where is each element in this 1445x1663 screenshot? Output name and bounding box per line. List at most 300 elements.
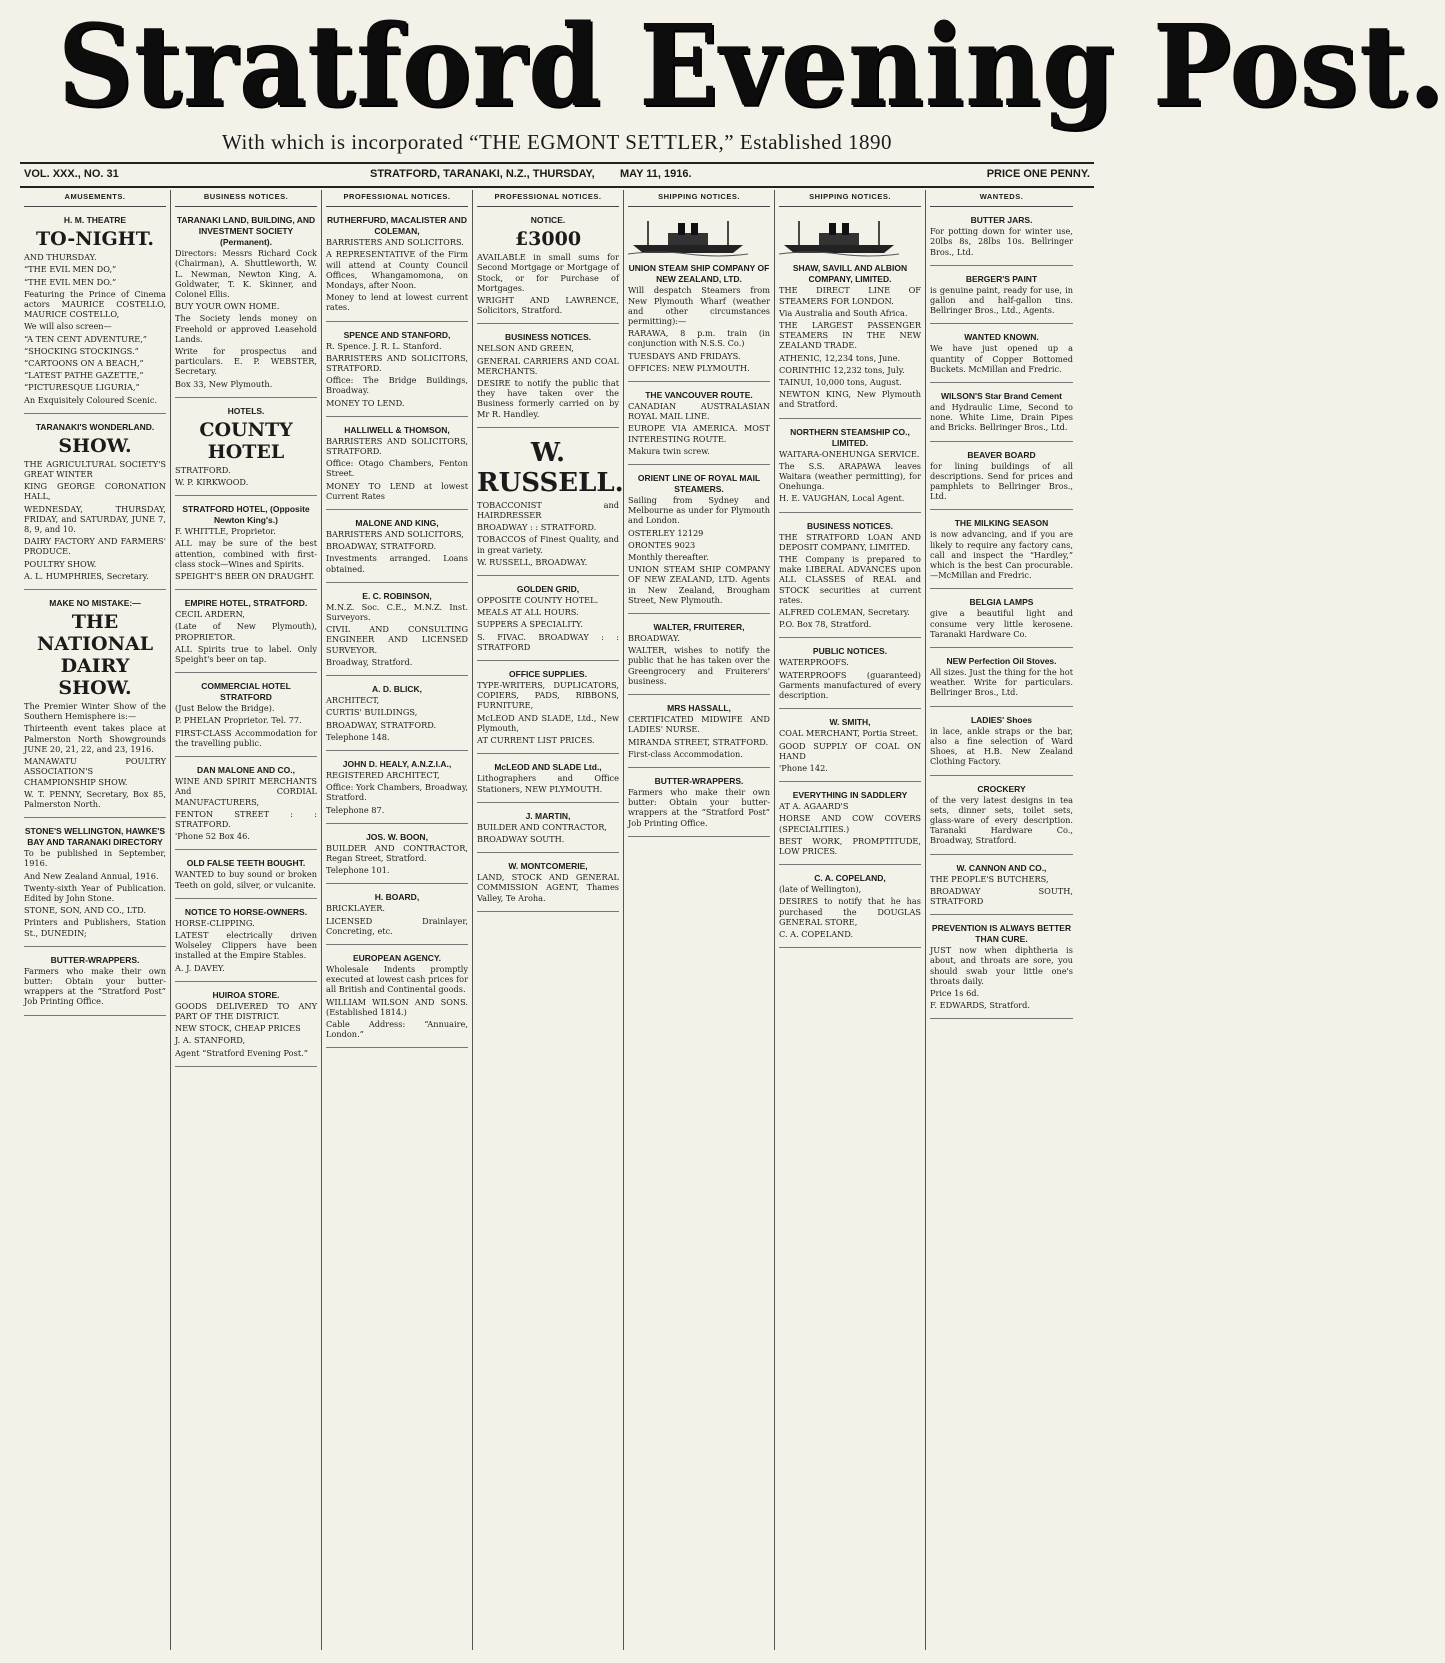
ad-line: Office: The Bridge Buildings, Broadway.: [326, 375, 468, 396]
ad-line: “CARTOONS ON A BEACH,”: [24, 358, 144, 369]
ad-line: BEST WORK, PROMPTITUDE, LOW PRICES.: [779, 835, 921, 856]
ad-line: 'Phone 52 Box 46.: [175, 831, 250, 842]
ad-line: RARAWA, 8 p.m. train (in conjunction with N.S.S. Co.): [628, 328, 770, 349]
ad-line: F. EDWARDS, Stratford.: [930, 1000, 1031, 1011]
ad-line: Telephone 87.: [326, 804, 385, 815]
ad-line: To be published in September, 1916.: [24, 848, 166, 869]
volume-number: VOL. XXX., NO. 31: [24, 168, 119, 180]
ad-line: P. PHELAN Proprietor. Tel. 77.: [175, 715, 302, 726]
ad-title: UNION STEAM SHIP COMPANY OF NEW ZEALAND, LTD.: [628, 263, 770, 285]
ad-line: (Late of New Plymouth), PROPRIETOR.: [175, 621, 317, 642]
masthead: [20, 1, 1445, 154]
advertisement: [930, 328, 1073, 383]
ad-line: MONEY TO LEND at lowest Current Rates: [326, 480, 468, 501]
ad-title: PREVENTION IS ALWAYS BETTER THAN CURE.: [931, 923, 1072, 945]
ad-line: GOODS DELIVERED TO ANY PART OF THE DISTRICT.: [175, 1000, 317, 1021]
column-6: [775, 190, 926, 1650]
ad-line: The Premier Winter Show of the Southern Hemisphere is:—: [24, 701, 166, 722]
advertisement: [24, 418, 166, 590]
advertisement: [930, 780, 1073, 855]
column-heading: WANTEDS.: [930, 190, 1073, 207]
ad-line: Printers and Publishers, Station St., DUNEDIN;: [24, 917, 166, 938]
advertisement: [175, 402, 317, 496]
ad-line: An Exquisitely Coloured Scenic.: [24, 394, 158, 405]
ad-title: NEW Perfection Oil Stoves.: [946, 656, 1057, 667]
ad-line: TYPE-WRITERS, DUPLICATORS, COPIERS, PADS, RIBBONS, FURNITURE,: [477, 680, 619, 711]
ad-display-text: SHOW.: [58, 434, 132, 457]
ad-line: BROADWAY, STRATFORD.: [326, 719, 437, 730]
ad-title: BELGIA LAMPS: [969, 597, 1034, 608]
ad-title: CROCKERY: [977, 783, 1026, 794]
advertisement: [326, 888, 468, 945]
advertisement: [628, 772, 770, 837]
ad-line: HORSE AND COW COVERS (SPECIALITIES.): [779, 813, 921, 834]
ad-line: and Hydraulic Lime, Second to none. White Lime, Drain Pipes and Bricks. Bellringer Bros., Ltd.: [930, 402, 1073, 433]
ad-line: NELSON AND GREEN,: [477, 343, 574, 354]
advertisement: [628, 386, 770, 465]
ad-line: Thirteenth event takes place at Palmerston North Showgrounds JUNE 20, 21, 22, and 23, 1916.: [24, 723, 166, 754]
ad-line: Sailing from Sydney and Melbourne as under for Plymouth and London.: [628, 495, 770, 526]
ad-line: Farmers who make their own butter: Obtain your butter-wrappers at the “Stratford Post” Job Printing Office.: [24, 965, 166, 1007]
ad-title: BUSINESS NOTICES.: [807, 520, 893, 531]
ad-line: TUESDAYS AND FRIDAYS.: [628, 350, 741, 361]
ad-line: McLEOD AND SLADE, Ltd., New Plymouth,: [477, 712, 619, 733]
ad-line: Farmers who make their own butter: Obtain your butter-wrappers at the “Stratford Post” Job Printing Office.: [628, 786, 770, 828]
ad-line: ALL may be sure of the best attention, combined with first-class stock—Wines and Spirits.: [175, 538, 317, 569]
ad-line: S. FIVAC. BROADWAY : : STRATFORD: [477, 631, 619, 652]
ad-line: H. E. VAUGHAN, Local Agent.: [779, 493, 905, 504]
ad-title: A. D. BLICK,: [371, 684, 423, 695]
ad-line: REGISTERED ARCHITECT,: [326, 769, 440, 780]
ad-line: “THE EVIL MEN DO,”: [24, 264, 117, 275]
ad-line: (late of Wellington),: [779, 884, 862, 895]
advertisement: [930, 593, 1073, 648]
ad-title: COMMERCIAL HOTEL STRATFORD: [201, 681, 291, 703]
ad-line: Agent “Stratford Evening Post.”: [175, 1047, 308, 1058]
ad-line: TOBACCOS of Finest Quality, and in great variety.: [477, 534, 619, 555]
ad-title: W. CANNON AND CO.,: [956, 862, 1047, 873]
advertisement: [477, 580, 619, 661]
advertisement: [24, 822, 166, 947]
ad-line: OSTERLEY 12129: [628, 527, 704, 538]
ad-title: BEAVER BOARD: [967, 449, 1036, 460]
ad-line: A. J. DAVEY.: [175, 962, 225, 973]
ad-title: DAN MALONE AND CO.,: [197, 765, 295, 776]
ad-line: AT CURRENT LIST PRICES.: [477, 735, 595, 746]
ad-line: GOOD SUPPLY OF COAL ON HAND: [779, 740, 921, 761]
ad-title: SPENCE AND STANFORD,: [343, 329, 451, 340]
ad-line: Makura twin screw.: [628, 445, 710, 456]
ad-line: AND THURSDAY.: [24, 252, 97, 263]
advertisement: [779, 642, 921, 709]
advertisement: [326, 211, 468, 321]
ad-line: THE PEOPLE'S BUTCHERS,: [930, 873, 1049, 884]
ad-line: J. A. STANFORD,: [175, 1035, 246, 1046]
ad-line: A REPRESENTATIVE of the Firm will attend at County Council Offices, Whangamomona, on Mondays, after Noon.: [326, 249, 468, 291]
ad-title: EMPIRE HOTEL, STRATFORD.: [184, 598, 308, 609]
ad-title: PUBLIC NOTICES.: [812, 646, 888, 657]
ad-line: C. A. COPELAND.: [779, 928, 854, 939]
ad-line: A. L. HUMPHRIES, Secretary.: [24, 570, 149, 581]
ad-line: KING GEORGE CORONATION HALL,: [24, 481, 166, 502]
ad-line: Office: Otago Chambers, Fenton Street.: [326, 458, 468, 479]
ad-title: TARANAKI'S WONDERLAND.: [35, 421, 155, 432]
ad-line: Money to lend at lowest current rates.: [326, 292, 468, 313]
ad-line: “PICTURESQUE LIGURIA,”: [24, 382, 140, 393]
advertisement: [326, 421, 468, 510]
advertisement: [477, 432, 624, 576]
advertisement: [930, 652, 1073, 707]
ad-line: LAND, STOCK AND GENERAL COMMISSION AGENT, Thames Valley, Te Aroha.: [477, 872, 619, 903]
advertisement: [175, 903, 317, 982]
ad-line: JUST now when diphtheria is about, and throats are sore, you should swab your little one's throats daily.: [930, 945, 1073, 986]
ad-line: BRICKLAYER.: [326, 903, 385, 914]
column-heading: SHIPPING NOTICES.: [779, 190, 921, 207]
advertisement: [930, 387, 1073, 442]
advertisement: [175, 211, 317, 398]
ad-title: THE MILKING SEASON: [954, 518, 1049, 529]
ad-line: Office: York Chambers, Broadway, Stratford.: [326, 782, 468, 803]
ad-line: The S.S. ARAPAWA leaves Waitara (weather permitting), for Onehunga.: [779, 460, 921, 492]
ad-title: THE VANCOUVER ROUTE.: [645, 390, 753, 401]
advertisement: [930, 211, 1073, 266]
advertisement: [779, 423, 921, 513]
ad-title: BUSINESS NOTICES.: [505, 332, 591, 343]
ad-line: OPPOSITE COUNTY HOTEL.: [477, 595, 599, 606]
advertisement: [24, 211, 166, 414]
advertisement: [24, 951, 166, 1016]
ad-line: WILLIAM WILSON AND SONS. (Established 1814.): [326, 996, 468, 1017]
ad-line: BUILDER AND CONTRACTOR,: [477, 821, 608, 832]
ad-line: of the very latest designs in tea sets, dinner sets, toilet sets, glass-ware of every description. Taranaki Hardware Co., Broadway, Stratford.: [930, 794, 1073, 846]
column-4: [473, 190, 624, 1650]
ad-title: JOHN D. HEALY, A.N.Z.I.A.,: [342, 758, 452, 769]
ad-line: Via Australia and South Africa.: [779, 307, 908, 318]
ad-title: TARANAKI LAND, BUILDING, AND INVESTMENT SOCIETY (Permanent).: [176, 215, 316, 248]
advertisement: [779, 517, 921, 639]
ad-title: BUTTER-WRAPPERS.: [50, 954, 140, 965]
ad-title: STRATFORD HOTEL, (Opposite Newton King's.): [182, 504, 310, 526]
ad-title: NOTICE.: [530, 215, 566, 226]
ad-line: “SHOCKING STOCKINGS.”: [24, 345, 139, 356]
ad-line: BROADWAY SOUTH, STRATFORD: [930, 885, 1073, 906]
ad-line: WANTED to buy sound or broken Teeth on gold, silver, or vulcanite.: [175, 869, 317, 890]
ad-line: FIRST-CLASS Accommodation for the travelling public.: [175, 727, 317, 748]
ad-line: The Society lends money on Freehold or approved Leasehold Lands.: [175, 313, 317, 344]
ad-line: TAINUI, 10,000 tons, August.: [779, 377, 902, 388]
ad-line: in lace, ankle straps or the bar, also a fine selection of Ward Shoes, at H.B. New Zealand Clothing Factory.: [930, 725, 1073, 767]
ad-line: R. Spence. J. R. L. Stanford.: [326, 340, 442, 351]
ad-line: STONE, SON, AND CO., LTD.: [24, 905, 146, 916]
ad-line: AVAILABLE in small sums for Second Mortgage or Mortgage of Stock, or for Purchase of Mortgages.: [477, 252, 619, 293]
ad-line: BROADWAY, STRATFORD.: [326, 541, 437, 552]
advertisement: [175, 594, 317, 673]
ad-line: W. T. PENNY, Secretary, Box 85, Palmerston North.: [24, 788, 166, 809]
ad-line: THE LARGEST PASSENGER STEAMERS IN THE NEW ZEALAND TRADE.: [779, 320, 921, 351]
ad-line: SUPPERS A SPECIALITY.: [477, 619, 583, 630]
advertisement: [477, 857, 619, 912]
column-3: [322, 190, 473, 1650]
ad-title: J. MARTIN,: [525, 810, 571, 821]
place-date: STRATFORD, TARANAKI, N.Z., THURSDAY,: [370, 168, 595, 180]
ad-line: Directors: Messrs Richard Cock (Chairman), A. Shuttleworth, W. L. Newman, Newton King, A. Goldwater, T. K. Skinner, and Colonel Ellis.: [175, 248, 317, 300]
ad-line: DAIRY FACTORY AND FARMERS' PRODUCE.: [24, 536, 166, 557]
advertisement: [477, 328, 619, 427]
advertisement: [175, 854, 317, 898]
ad-title: WILSON'S Star Brand Cement: [940, 391, 1063, 402]
ad-display-title: W. RUSSELL.: [477, 437, 624, 498]
advertisement: [628, 699, 770, 768]
ad-line: BUY YOUR OWN HOME.: [175, 301, 280, 312]
ad-line: P.O. Box 78, Stratford.: [779, 619, 872, 630]
ad-line: THE AGRICULTURAL SOCIETY'S GREAT WINTER: [24, 458, 166, 480]
ad-title: LADIES' Shoes: [970, 714, 1033, 725]
ad-line: BROADWAY.: [628, 633, 680, 644]
ad-line: WALTER, wishes to notify the public that he has taken over the Greengrocery and Fruiterers' business.: [628, 645, 770, 686]
ad-title: MRS HASSALL,: [667, 703, 731, 714]
column-1: [20, 190, 171, 1650]
ad-line: Featuring the Prince of Cinema actors MAURICE COSTELLO, MAURICE COSTELLO,: [24, 288, 166, 320]
ad-line: First-class Accommodation.: [628, 748, 743, 759]
ad-line: WEDNESDAY, THURSDAY, FRIDAY, and SATURDAY, JUNE 7, 8, 9, and 10.: [24, 503, 166, 535]
advertisement: [326, 587, 468, 676]
advertisement: [930, 514, 1073, 589]
ad-title: WANTED KNOWN.: [964, 332, 1039, 343]
ad-line: CANADIAN AUSTRALASIAN ROYAL MAIL LINE.: [628, 401, 770, 422]
advertisement: [930, 446, 1073, 511]
ad-line: is now advancing, and if you are likely to require any factory cans, call and inspect the “Hardley,” which is the best Can procurable.—McMillan and Fredric.: [930, 529, 1073, 581]
ad-title: MALONE AND KING,: [355, 518, 439, 529]
ad-line: FENTON STREET : : STRATFORD.: [175, 808, 317, 829]
ad-line: STRATFORD.: [175, 464, 231, 475]
ad-title: W. SMITH,: [829, 717, 871, 728]
ad-line: Wholesale Indents promptly executed at lowest cash prices for all British and Continental goods.: [326, 963, 468, 995]
ad-line: BROADWAY : : STRATFORD.: [477, 522, 597, 533]
ad-line: NEW STOCK, CHEAP PRICES: [175, 1023, 301, 1034]
ad-line: POULTRY SHOW.: [24, 558, 97, 569]
ad-line: Investments arranged. Loans obtained.: [326, 553, 468, 574]
advertisement: [326, 828, 468, 885]
ad-title: HUIROA STORE.: [212, 989, 280, 1000]
advertisement: [326, 755, 468, 824]
ad-title: GOLDEN GRID,: [516, 584, 580, 595]
ad-display-text: TO-NIGHT.: [35, 228, 154, 251]
ad-title: ORIENT LINE OF ROYAL MAIL STEAMERS.: [637, 473, 761, 495]
ad-line: UNION STEAM SHIP COMPANY OF NEW ZEALAND, LTD. Agents in New Zealand, Brougham Street, New Plymouth.: [628, 564, 770, 605]
ad-title: E. C. ROBINSON,: [362, 590, 432, 601]
ad-title: NORTHERN STEAMSHIP CO., LIMITED.: [790, 426, 910, 448]
ad-line: MEALS AT ALL HOURS.: [477, 607, 579, 618]
ad-line: Write for prospectus and particulars. E. P. WEBSTER, Secretary.: [175, 346, 317, 377]
ad-line: Telephone 101.: [326, 865, 390, 876]
advertisement: [326, 514, 468, 583]
advertisement: [930, 270, 1073, 325]
ad-line: WINE AND SPIRIT MERCHANTS And CORDIAL MANUFACTURERS,: [175, 776, 317, 807]
column-7: [926, 190, 1077, 1650]
ad-line: CORINTHIC 12,232 tons, July.: [779, 364, 905, 375]
ad-line: “THE EVIL MEN DO.”: [24, 276, 117, 287]
ad-line: LICENSED Drainlayer, Concreting, etc.: [326, 915, 468, 936]
advertisement: [175, 677, 317, 757]
ad-line: W. P. KIRKWOOD.: [175, 477, 249, 488]
column-heading: BUSINESS NOTICES.: [175, 190, 317, 207]
ad-line: MONEY TO LEND.: [326, 397, 405, 408]
ad-title: EUROPEAN AGENCY.: [352, 952, 441, 963]
ad-line: We have just opened up a quantity of Copper Bottomed Buckets. McMillan and Fredric.: [930, 343, 1073, 374]
advertisement: [779, 211, 921, 418]
advertisement: [779, 869, 921, 948]
ad-line: “LATEST PATHE GAZETTE,”: [24, 370, 144, 381]
advertisement: [477, 665, 619, 754]
ad-title: BERGER'S PAINT: [965, 273, 1038, 284]
ad-line: CIVIL AND CONSULTING ENGINEER AND LICENSED SURVEYOR.: [326, 624, 468, 655]
ad-line: Will despatch Steamers from New Plymouth Wharf (weather and other circumstances permitting):—: [628, 285, 770, 327]
advertisement: [779, 713, 921, 782]
ad-line: ALFRED COLEMAN, Secretary.: [779, 607, 910, 618]
ad-title: McLEOD AND SLADE Ltd.,: [494, 762, 602, 773]
ad-title: H. M. THEATRE: [63, 215, 127, 226]
advertisement: [628, 469, 770, 614]
advertisement: [930, 919, 1073, 1019]
ad-line: THE Company is prepared to make LIBERAL ADVANCES upon ALL CLASSES of REAL and STOCK securities at current rates.: [779, 554, 921, 605]
advertisement: [477, 758, 619, 802]
ad-line: ARCHITECT,: [326, 695, 380, 706]
ad-line: WAITARA-ONEHUNGA SERVICE.: [779, 448, 920, 459]
ad-line: “A TEN CENT ADVENTURE,”: [24, 333, 147, 344]
ad-line: Telephone 148.: [326, 731, 390, 742]
advertisement: [175, 500, 317, 590]
ad-line: ATHENIC, 12,234 tons, June.: [779, 352, 901, 363]
advertisement: [779, 786, 921, 865]
ad-title: OLD FALSE TEETH BOUGHT.: [186, 858, 306, 869]
ad-line: SPEIGHT'S BEER ON DRAUGHT.: [175, 571, 315, 582]
advertisement: [628, 618, 770, 695]
advertisement: [930, 711, 1073, 776]
ad-line: THE STRATFORD LOAN AND DEPOSIT COMPANY, LIMITED.: [779, 531, 921, 552]
ad-line: We will also screen—: [24, 321, 112, 332]
ad-title: HOTELS.: [227, 405, 265, 416]
newspaper-title: Stratford Evening Post.: [57, 1, 1445, 132]
ad-line: All sizes. Just the thing for the hot weather. Write for particulars. Bellringer Bros., Ltd.: [930, 667, 1073, 698]
advertisement: [326, 949, 468, 1048]
steamship-illustration: [779, 217, 899, 257]
column-2: [171, 190, 322, 1650]
ad-title: W. MONTCOMERIE,: [508, 861, 588, 872]
ad-line: Monthly thereafter.: [628, 552, 709, 563]
ad-line: WATERPROOFS.: [779, 657, 849, 668]
ad-line: CERTIFICATED MIDWIFE AND LADIES' NURSE.: [628, 714, 770, 735]
ad-line: And New Zealand Annual, 1916.: [24, 870, 159, 881]
ad-line: WATERPROOFS (guaranteed) Garments manufactured of every description.: [779, 669, 921, 701]
ad-line: CURTIS' BUILDINGS,: [326, 707, 418, 718]
issue-date: MAY 11, 1916.: [620, 168, 692, 180]
ad-line: Cable Address: “Annuaire, London.”: [326, 1018, 468, 1040]
ad-title: C. A. COPELAND,: [814, 873, 886, 884]
advertisement: [477, 211, 619, 324]
ad-title: SHAW, SAVILL AND ALBION COMPANY, LIMITED.: [792, 263, 908, 285]
ad-line: Lithographers and Office Stationers, NEW PLYMOUTH.: [477, 773, 619, 794]
ad-title: STONE'S WELLINGTON, HAWKE'S BAY AND TARANAKI DIRECTORY: [24, 826, 166, 848]
ad-line: for lining buildings of all descriptions. Send for prices and pamphlets to Bellringer Bros., Ltd.: [930, 460, 1073, 502]
ad-line: COAL MERCHANT, Portia Street.: [779, 728, 919, 739]
ad-line: MANAWATU POULTRY ASSOCIATION'S CHAMPIONSHIP SHOW.: [24, 756, 166, 787]
advertisement: [175, 986, 317, 1067]
ad-title: BUTTER-WRAPPERS.: [654, 775, 744, 786]
advertisement: [930, 859, 1073, 916]
ad-line: BARRISTERS AND SOLICITORS,: [326, 529, 464, 540]
ad-line: THE DIRECT LINE OF STEAMERS FOR LONDON.: [779, 285, 921, 306]
ad-line: TOBACCONIST and HAIRDRESSER: [477, 499, 619, 521]
ad-line: is genuine paint, ready for use, in gallon and half-gallon tins. Bellringer Bros., Ltd., Agents.: [930, 284, 1073, 316]
ad-line: Box 33, New Plymouth.: [175, 378, 273, 389]
ad-line: W. RUSSELL, BROADWAY.: [477, 556, 588, 567]
ad-line: BUILDER AND CONTRACTOR, Regan Street, Stratford.: [326, 842, 468, 863]
ad-line: Price 1s 6d.: [930, 987, 980, 998]
page-columns: [20, 190, 1094, 1650]
ad-title: H. BOARD,: [374, 892, 420, 903]
ad-line: Twenty-sixth Year of Publication. Edited by John Stone.: [24, 882, 166, 903]
ad-line: ORONTES 9023: [628, 539, 696, 550]
ad-title: NOTICE TO HORSE-OWNERS.: [184, 906, 308, 917]
ad-line: (Just Below the Bridge).: [175, 703, 275, 714]
advertisement: [628, 211, 770, 382]
column-heading: PROFESSIONAL NOTICES.: [326, 190, 468, 207]
ad-line: GENERAL CARRIERS AND COAL MERCHANTS.: [477, 355, 619, 376]
ad-line: ALL Spirits true to label. Only Speight's beer on tap.: [175, 643, 317, 665]
ad-line: BARRISTERS AND SOLICITORS, STRATFORD.: [326, 435, 468, 457]
advertisement: [24, 594, 166, 818]
ad-line: EUROPE VIA AMERICA. MOST INTERESTING ROUTE.: [628, 423, 770, 444]
column-heading: PROFESSIONAL NOTICES.: [477, 190, 619, 207]
ad-line: Broadway, Stratford.: [326, 656, 413, 667]
ad-title: MAKE NO MISTAKE:—: [49, 598, 141, 609]
advertisement: [326, 326, 468, 417]
ad-line: M.N.Z. Soc. C.E., M.N.Z. Inst. Surveyors.: [326, 601, 468, 623]
steamship-illustration: [628, 217, 748, 257]
ad-line: F. WHITTLE, Proprietor.: [175, 526, 276, 537]
ad-title: RUTHERFURD, MACALISTER AND COLEMAN,: [327, 215, 467, 237]
ad-line: 'Phone 142.: [779, 762, 828, 773]
ad-display-text: THE NATIONAL DAIRY SHOW.: [36, 611, 154, 700]
price: PRICE ONE PENNY.: [986, 168, 1090, 180]
advertisement: [477, 807, 619, 853]
ad-title: JOS. W. BOON,: [366, 831, 428, 842]
ad-line: BROADWAY SOUTH.: [477, 833, 565, 844]
newspaper-subtitle: With which is incorporated “THE EGMONT SETTLER,” Established 1890: [222, 130, 892, 154]
ad-line: BARRISTERS AND SOLICITORS, STRATFORD.: [326, 352, 468, 374]
ad-line: BARRISTERS AND SOLICITORS.: [326, 237, 464, 248]
ad-title: BUTTER JARS.: [970, 215, 1033, 226]
ad-display-text: £3000: [514, 228, 582, 251]
ad-line: For potting down for winter use, 20lbs 8s, 28lbs 10s. Bellringer Bros., Ltd.: [930, 226, 1073, 257]
ad-line: give a beautiful light and consume very little kerosene. Taranaki Hardware Co.: [930, 608, 1073, 639]
ad-line: WRIGHT AND LAWRENCE, Solicitors, Stratford.: [477, 295, 619, 316]
advertisement: [175, 761, 317, 850]
ad-title: OFFICE SUPPLIES.: [509, 669, 587, 680]
ad-line: DESIRES to notify that he has purchased the DOUGLAS GENERAL STORE,: [779, 896, 921, 927]
ad-line: OFFICES: NEW PLYMOUTH.: [628, 362, 750, 373]
ad-title: WALTER, FRUITERER,: [653, 622, 745, 633]
ad-display-text: COUNTY HOTEL: [199, 418, 293, 463]
ad-line: NEWTON KING, New Plymouth and Stratford.: [779, 389, 921, 410]
ad-line: MIRANDA STREET, STRATFORD.: [628, 736, 769, 747]
column-5: [624, 190, 775, 1650]
column-heading: SHIPPING NOTICES.: [628, 190, 770, 207]
ad-line: AT A. AGAARD'S: [779, 801, 849, 812]
advertisement: [326, 680, 468, 751]
ad-line: CECIL ARDERN,: [175, 609, 245, 620]
ad-line: HORSE-CLIPPING.: [175, 917, 255, 928]
